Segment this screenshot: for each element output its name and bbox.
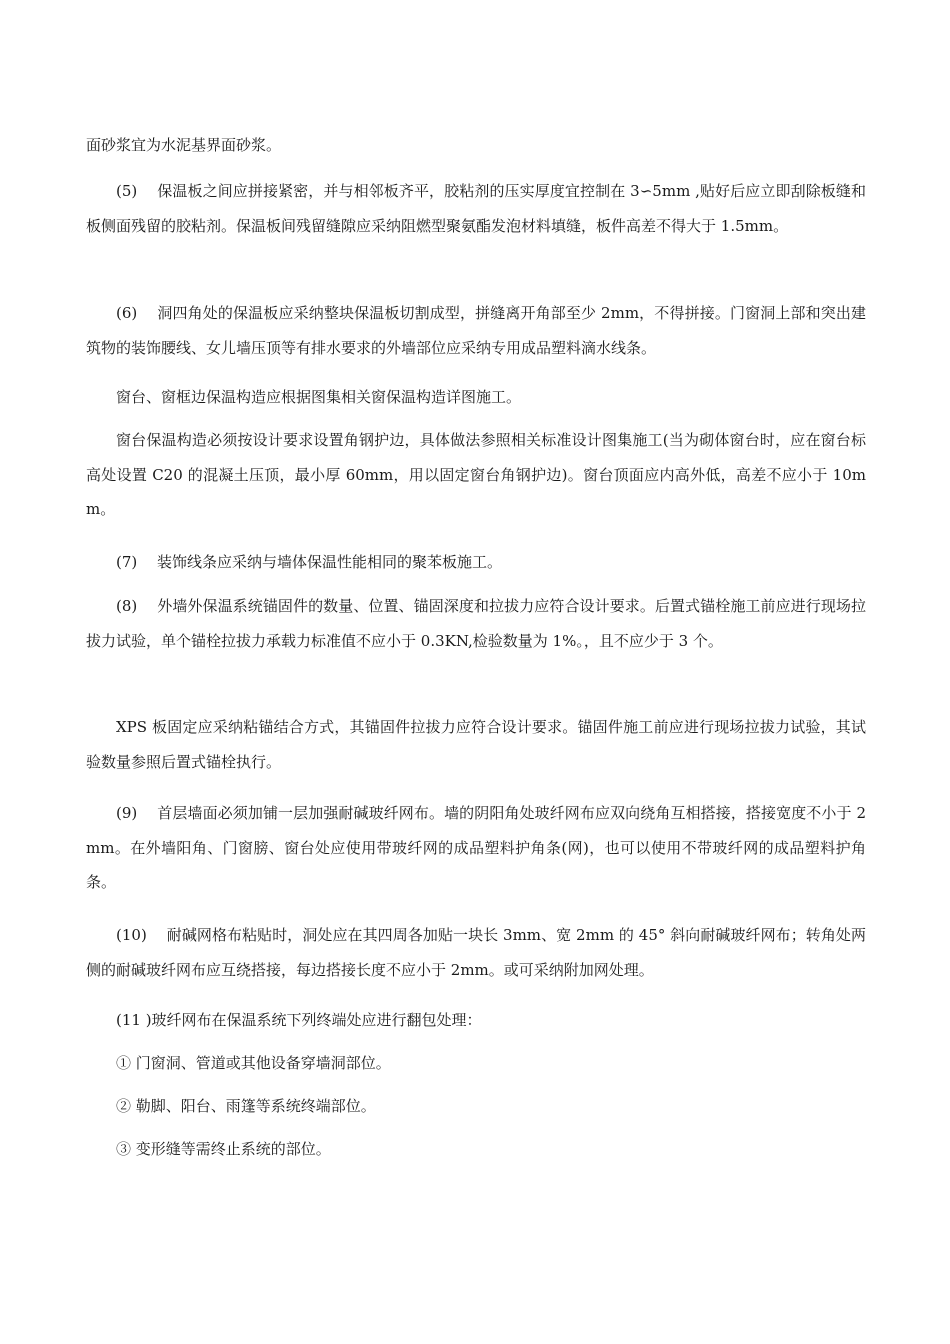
paragraph-window-sill-detail: 窗台保温构造必须按设计要求设置角钢护边，具体做法参照相关标准设计图集施工(当为砌体窗台时，应在窗台标高处设置 C20 的混凝土压顶，最小厚 60mm，用以固定窗台角钢护边)。窗台顶面应内高外低，高差不应小于 10mm。 xyxy=(86,431,866,518)
paragraph-item-11: (11 )玻纤网布在保温系统下列终端处应进行翻包处理： xyxy=(116,1011,482,1029)
list-item-2: ② 勒脚、阳台、雨篷等系统终端部位。 xyxy=(116,1097,376,1115)
paragraph-item-5: (5) 保温板之间应拼接紧密，并与相邻板齐平，胶粘剂的压实厚度宜控制在 3∽5mm ,贴好后应立即刮除板缝和板侧面残留的胶粘剂。保温板间残留缝隙应采纳阻燃型聚氨酯发泡材料填缝，板件高差不得大于 1.5mm。 xyxy=(86,182,866,235)
paragraph-item-8: (8) 外墙外保温系统锚固件的数量、位置、锚固深度和拉拔力应符合设计要求。后置式锚栓施工前应进行现场拉拔力试验，单个锚栓拉拔力承载力标准值不应小于 0.3KN,检验数量为 1%。，且不应少于 3 个。 xyxy=(86,597,866,650)
paragraph-item-6: (6) 洞四角处的保温板应采纳整块保温板切割成型，拼缝离开角部至少 2mm，不得拼接。门窗洞上部和突出建筑物的装饰腰线、女儿墙压顶等有排水要求的外墙部位应采纳专用成品塑料滴水线条。 xyxy=(86,304,866,357)
paragraph-item-7: (7) 装饰线条应采纳与墙体保温性能相同的聚苯板施工。 xyxy=(116,553,503,571)
list-item-3: ③ 变形缝等需终止系统的部位。 xyxy=(116,1140,331,1158)
paragraph-window-sill-intro: 窗台、窗框边保温构造应根据图集相关窗保温构造详图施工。 xyxy=(116,388,522,406)
paragraph-continuation: 面砂浆宜为水泥基界面砂浆。 xyxy=(86,136,282,154)
list-item-1: ① 门窗洞、管道或其他设备穿墙洞部位。 xyxy=(116,1054,391,1072)
paragraph-item-9: (9) 首层墙面必须加铺一层加强耐碱玻纤网布。墙的阴阳角处玻纤网布应双向绕角互相搭接，搭接宽度不小于 2mm。在外墙阳角、门窗膀、窗台处应使用带玻纤网的成品塑料护角条(网)，也可以使用不带玻纤网的成品塑料护角条。 xyxy=(86,804,866,891)
paragraph-item-10: (10) 耐碱网格布粘贴时，洞处应在其四周各加贴一块长 3mm、宽 2mm 的 45° 斜向耐碱玻纤网布；转角处两侧的耐碱玻纤网布应互绕搭接，每边搭接长度不应小于 2mm。或可采纳附加网处理。 xyxy=(86,926,866,979)
paragraph-xps-fixing: XPS 板固定应采纳粘锚结合方式，其锚固件拉拔力应符合设计要求。锚固件施工前应进行现场拉拔力试验，其试验数量参照后置式锚栓执行。 xyxy=(86,718,866,771)
